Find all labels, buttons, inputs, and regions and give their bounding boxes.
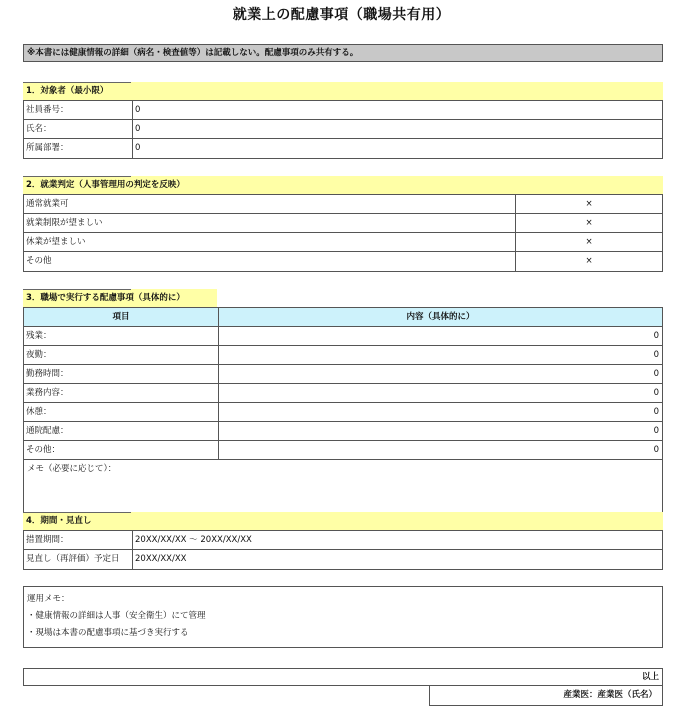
item-label: 業務内容： [26,388,69,398]
department-value: 0 [132,139,662,158]
signature-text: 産業医：産業医（氏名） [563,690,657,700]
period-value: 20XX/XX/XX 〜 20XX/XX/XX [132,531,662,549]
judgement-label: 通常就業可 [26,199,69,209]
judgement-mark: × [515,214,662,232]
col-item-header: 項目 [112,312,130,322]
ops-memo-title: 運用メモ： [27,594,70,604]
item-label: 残業： [26,331,52,341]
judgement-mark: × [515,195,662,213]
operations-memo [23,586,663,648]
table-row [24,403,662,422]
table-row [24,346,662,365]
item-label: 通院配慮： [26,426,69,436]
table-row [24,365,662,384]
table-row [24,327,662,346]
table-row [24,422,662,441]
judgement-label: 就業制限が望ましい [26,218,103,228]
employee-id-value: 0 [132,101,662,119]
judgement-label: 休業が望ましい [26,237,86,247]
review-date-label: 見直し（再評価）予定日 [26,554,120,564]
department-label: 所属部署： [26,143,69,153]
item-label: 夜勤： [26,350,52,360]
item-value: 0 [218,346,662,364]
table-row [24,252,662,271]
ops-memo-line: ・健康情報の詳細は人事（安全衛生）にて管理 [27,611,206,621]
table-row [24,120,662,139]
col-content-header: 内容（具体的に） [218,308,662,326]
end-mark: 以上 [641,672,659,682]
item-value: 0 [218,441,662,459]
section3-table [23,307,663,516]
section4-heading: 4．期間・見直し [23,512,663,530]
judgement-mark: × [515,252,662,271]
item-value: 0 [218,327,662,345]
end-box [23,668,663,686]
judgement-label: その他 [26,256,52,266]
table-row [24,139,662,158]
table-row [24,233,662,252]
privacy-notice: ※本書には健康情報の詳細（病名・検査値等）は記載しない。配慮事項のみ共有する。 [23,44,663,62]
name-label: 氏名： [26,124,52,134]
table-row [24,214,662,233]
memo-area [24,460,662,515]
section2-heading: 2．就業判定（人事管理用の判定を反映） [23,176,663,194]
table-row [24,384,662,403]
ops-memo-line: ・現場は本書の配慮事項に基づき実行する [27,628,189,638]
item-label: 勤務時間： [26,369,69,379]
section1-heading: 1．対象者（最小限） [23,82,663,100]
employee-id-label: 社員番号： [26,105,69,115]
item-label: その他： [26,445,61,455]
period-label: 措置期間： [26,535,69,545]
table-row [24,531,662,550]
section2-table [23,194,663,272]
memo-label: メモ（必要に応じて）： [27,464,117,474]
item-value: 0 [218,403,662,421]
table-row [24,101,662,120]
page-title: 就業上の配慮事項（職場共有用） [232,7,451,23]
table-row [24,195,662,214]
review-date-value: 20XX/XX/XX [132,550,662,569]
section1-table [23,100,663,159]
name-value: 0 [132,120,662,138]
table-row [24,441,662,460]
judgement-mark: × [515,233,662,251]
item-value: 0 [218,422,662,440]
signature-box [429,686,663,706]
table-header-row [24,308,662,327]
item-value: 0 [218,365,662,383]
section3-heading: 3．職場で実行する配慮事項（具体的に） [23,289,663,307]
item-label: 休憩： [26,407,52,417]
section4-table [23,530,663,570]
table-row [24,550,662,569]
item-value: 0 [218,384,662,402]
